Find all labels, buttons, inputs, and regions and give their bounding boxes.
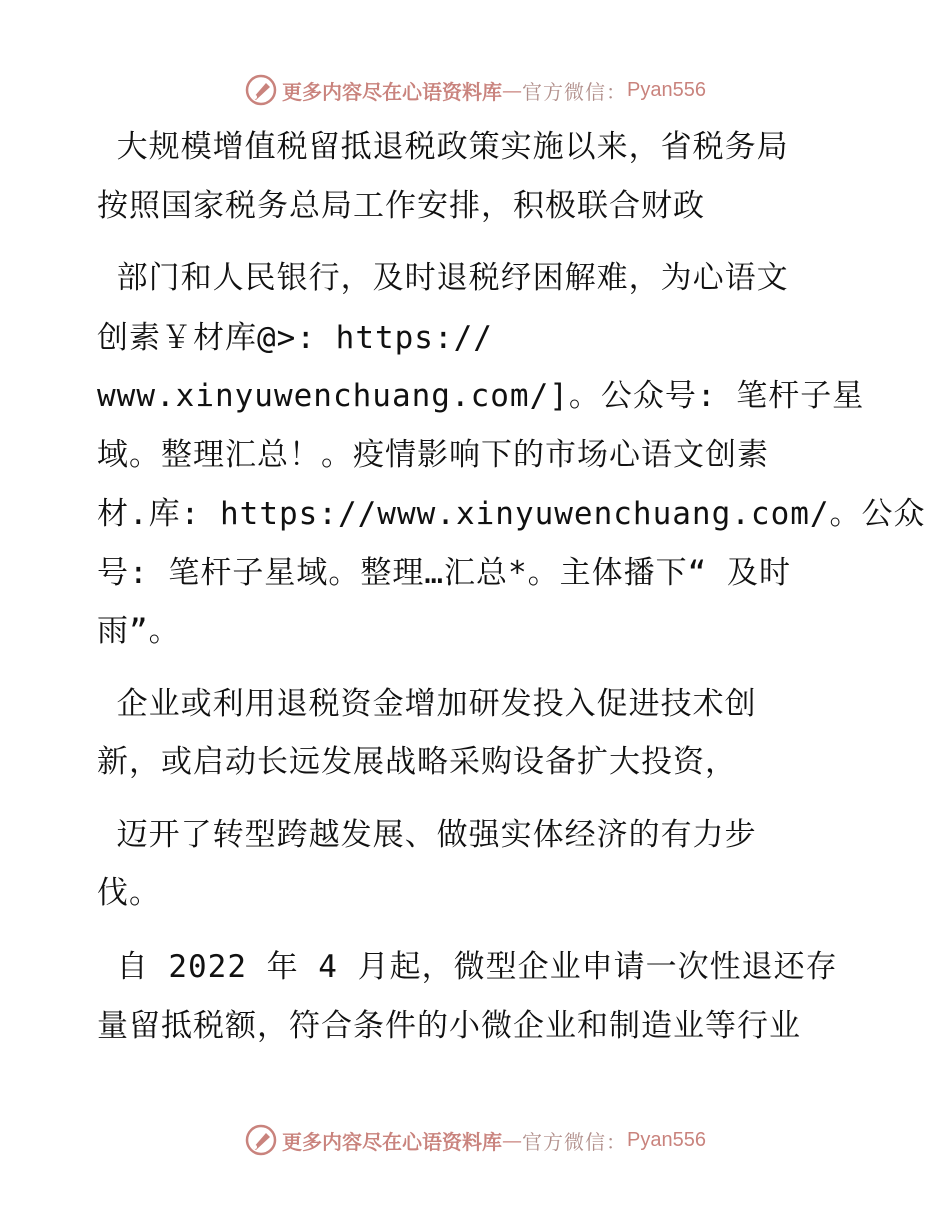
text-line: www.xinyuwenchuang.com/]。公众号: 笔杆子星 [97,378,865,414]
watermark-wechat-label: 官方微信： [522,1129,628,1154]
watermark-wechat-id: Pyan556 [627,78,706,101]
text-line: 创素￥材库@>: https:// [97,320,493,356]
text-line: 域。整理汇总！。疫情影响下的市场心语文创素 [97,437,769,473]
watermark-brand-text: 更多内容尽在心语资料库 [282,79,503,104]
text-line: 自 2022 年 4 月起，微型企业申请一次性退还存 [97,949,838,985]
watermark-separator: — [502,1128,523,1152]
text-line: 大规模增值税留抵退税政策实施以来，省税务局 [97,129,789,165]
text-line: 量留抵税额，符合条件的小微企业和制造业等行业 [97,1008,801,1044]
text-line: 迈开了转型跨越发展、做强实体经济的有力步 [97,817,757,853]
text-line: 按照国家税务总局工作安排，积极联合财政 [97,188,705,224]
footer-watermark [0,1120,950,1160]
text-line: 号: 笔杆子星域。整理…汇总*。主体播下“ 及时 [97,555,791,591]
text-line: 伐。 [97,875,161,911]
text-line: 新，或启动长远发展战略采购设备扩大投资， [97,744,737,780]
text-line: 材.库: https://www.xinyuwenchuang.com/。公众 [97,496,926,532]
text-line: 雨”。 [97,613,181,649]
watermark-brand-text: 更多内容尽在心语资料库 [282,1129,503,1154]
text-line: 部门和人民银行，及时退税纾困解难，为心语文 [97,260,789,296]
text-line: 企业或利用退税资金增加研发投入促进技术创 [97,686,757,722]
watermark-separator: — [502,78,523,102]
watermark-wechat-label: 官方微信： [522,79,628,104]
pen-nib-logo-icon [244,73,278,107]
header-watermark [0,70,950,110]
watermark-wechat-id: Pyan556 [627,1128,706,1151]
pen-nib-logo-icon [244,1123,278,1157]
